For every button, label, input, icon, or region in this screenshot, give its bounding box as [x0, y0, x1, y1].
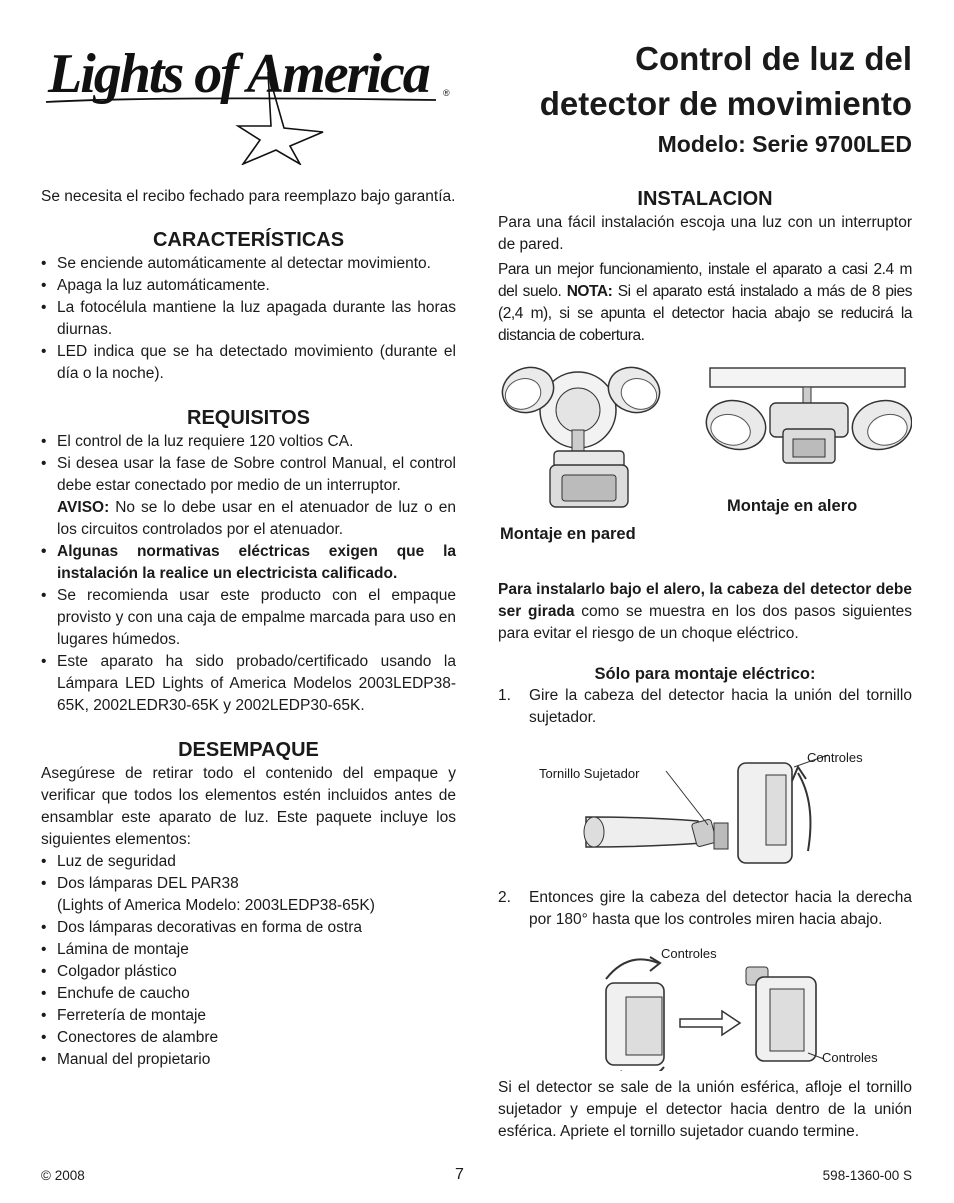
closing-instructions: Si el detector se sale de la unión esférica, afloje el tornillo sujetador y empuje el detector hacia dentro de la unión esférica. Apriete el tornillo sujetador cuando termine.	[498, 1079, 912, 1140]
brand-logo	[38, 40, 458, 165]
right-column	[498, 186, 912, 1143]
list-item: • Lámina de montaje	[41, 939, 456, 961]
step-number: 1.	[498, 687, 511, 704]
controls-label: Controles	[807, 750, 863, 765]
step-text: Gire la cabeza del detector hacia la unión del tornillo sujetador.	[529, 687, 912, 726]
step-1-figure	[498, 743, 912, 873]
wall-mount-caption: Montaje en pared	[500, 525, 636, 543]
steps-list-1	[498, 685, 912, 729]
package-contents-list	[41, 851, 456, 1071]
list-item: • Apaga la luz automáticamente.	[41, 275, 456, 297]
step-2-figure	[498, 941, 912, 1071]
eave-instructions	[498, 579, 912, 645]
steps-list-2	[498, 887, 912, 931]
installation-heading: INSTALACION	[637, 188, 773, 210]
title-line-2: detector de movimiento	[539, 85, 912, 122]
list-item: • Colgador plástico	[41, 961, 456, 983]
controls-label-bottom: Controles	[822, 1050, 878, 1065]
list-item	[41, 453, 456, 541]
list-item: • Ferretería de montaje	[41, 1005, 456, 1027]
copyright: © 2008	[41, 1168, 85, 1183]
warning-text: No se lo debe usar en el atenuador de luz o en los circuitos controlados por el atenuador.	[57, 499, 456, 538]
list-item: • Enchufe de caucho	[41, 983, 456, 1005]
installation-para-1: Para una fácil instalación escoja una luz con un interruptor de pared.	[498, 214, 912, 253]
page-number: 7	[455, 1166, 464, 1183]
unpacking-heading: DESEMPAQUE	[178, 739, 319, 761]
eave-instructions-rest: como se muestra en los dos pasos siguientes para evitar el riesgo de un choque eléctrico.	[498, 603, 912, 642]
list-item: • Se enciende automáticamente al detectar movimiento.	[41, 253, 456, 275]
list-item: • Se recomienda usar este producto con el empaque provisto y con una caja de empalme marcada para uso en lugares húmedos.	[41, 585, 456, 651]
step-number: 2.	[498, 889, 511, 906]
registered-mark: ®	[443, 88, 450, 98]
list-item: • El control de la luz requiere 120 voltios CA.	[41, 431, 456, 453]
list-item-text: Si desea usar la fase de Sobre control Manual, el control debe estar conectado por medio de un interruptor.	[57, 455, 456, 494]
list-item: • Dos lámparas decorativas en forma de ostra	[41, 917, 456, 939]
left-column	[41, 186, 456, 1071]
controls-label-top: Controles	[661, 946, 717, 961]
warranty-note: Se necesita el recibo fechado para reemplazo bajo garantía.	[41, 188, 456, 205]
installation-para-2-end: Si el aparato está instalado a más de 8 pies (2,4 m), si se apunta el detector hacia abajo se reducirá la distancia de cobertura.	[498, 283, 912, 344]
list-item: • LED indica que se ha detectado movimiento (durante el día o la noche).	[41, 341, 456, 385]
list-item: • Conectores de alambre	[41, 1027, 456, 1049]
list-item-text: Dos lámparas DEL PAR38	[57, 875, 239, 892]
list-item: • La fotocélula mantiene la luz apagada durante las horas diurnas.	[41, 297, 456, 341]
model-subtitle: Modelo: Serie 9700LED	[657, 131, 912, 157]
electric-only-heading: Sólo para montaje eléctrico:	[594, 665, 816, 683]
list-item-note: (Lights of America Modelo: 2003LEDP38-65K)	[57, 897, 375, 914]
unpacking-intro: Asegúrese de retirar todo el contenido del empaque y verificar que todos los elementos estén incluidos antes de ensamblar este aparato de luz. Este paquete incluye los siguientes elementos:	[41, 765, 456, 848]
features-heading: CARACTERÍSTICAS	[152, 229, 345, 251]
installation-para-2	[498, 259, 912, 347]
mounting-figures	[498, 365, 912, 565]
requirements-heading: REQUISITOS	[187, 407, 310, 429]
document-code: 598-1360-00 S	[822, 1168, 912, 1183]
list-item	[41, 873, 456, 917]
step-item	[498, 887, 912, 931]
eave-instructions-bold: Para instalarlo bajo el alero, la cabeza del detector debe ser girada	[498, 581, 912, 620]
step-item	[498, 685, 912, 729]
list-item: • Este aparato ha sido probado/certificado usando la Lámpara LED Lights of America Modelos 2003LEDP38-65K, 2002LEDR30-65K y 2002LEDP30-65K.	[41, 651, 456, 717]
screw-label: Tornillo Sujetador	[539, 766, 640, 781]
list-item: • Luz de seguridad	[41, 851, 456, 873]
list-item: • Algunas normativas eléctricas exigen que la instalación la realice un electricista calificado.	[41, 541, 456, 585]
installation-para-2-start: Para un mejor funcionamiento, instale el aparato a casi 2.4 m del suelo.	[498, 261, 912, 300]
note-label: NOTA:	[566, 283, 613, 300]
list-item: • Manual del propietario	[41, 1049, 456, 1071]
warning-label: AVISO:	[57, 499, 110, 516]
features-list	[41, 253, 456, 385]
logo-wordmark: Lights of America	[48, 43, 429, 105]
title-line-1: Control de luz del	[635, 40, 912, 77]
requirements-list	[41, 431, 456, 717]
step-text: Entonces gire la cabeza del detector hacia la derecha por 180° hasta que los controles miren hacia abajo.	[529, 889, 912, 928]
page-title	[540, 36, 912, 160]
eave-mount-caption: Montaje en alero	[727, 497, 858, 515]
